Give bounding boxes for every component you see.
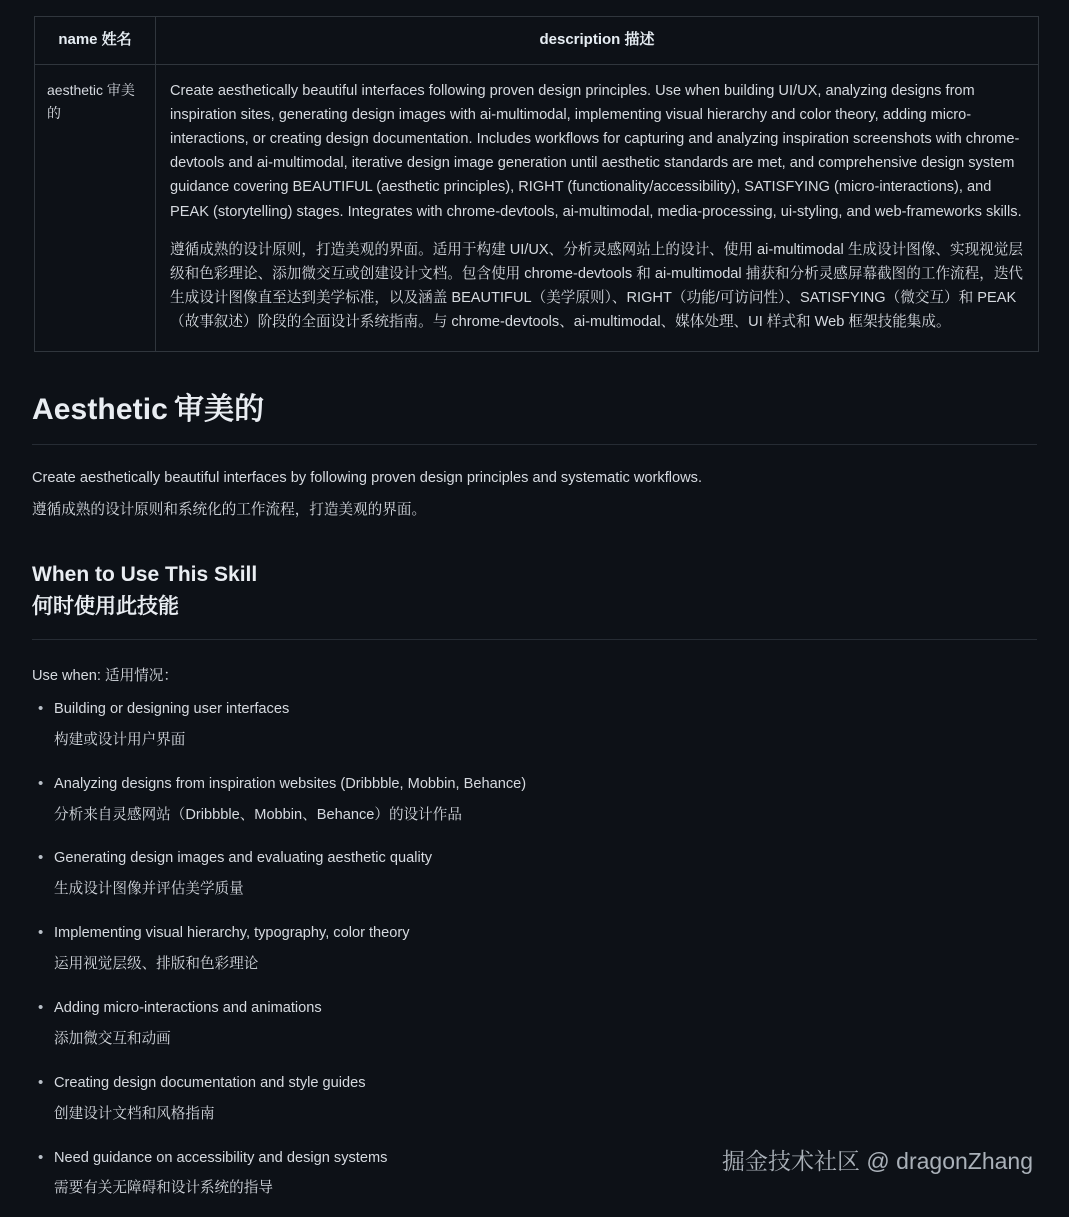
section-heading-when-to-use <box>32 560 1037 623</box>
list-item-chinese: 构建或设计用户界面 <box>54 731 186 748</box>
list-item-english: Need guidance on accessibility and design systems <box>54 1149 388 1166</box>
list-item-chinese: 创建设计文档和风格指南 <box>54 1105 215 1122</box>
cell-skill-name: aesthetic 审美的 <box>35 64 156 351</box>
page-title <box>32 384 1037 445</box>
cell-skill-description <box>156 64 1039 351</box>
watermark: 掘金技术社区 @ dragonZhang <box>722 1148 1033 1175</box>
section-heading-english: When to Use This Skill <box>32 562 258 586</box>
list-item-english: Analyzing designs from inspiration websites (Dribbble, Mobbin, Behance) <box>54 775 527 792</box>
description-chinese: 遵循成熟的设计原则，打造美观的界面。适用于构建 UI/UX、分析灵感网站上的设计、使用 ai-multimodal 生成设计图像、实现视觉层级和色彩理论、添加微交互或创建设计文档。包含使用 chrome-devtools 和 ai-multimodal 捕获和分析灵感屏幕截图的工作流程，迭代生成设计图像直至达到美学标准，以及涵盖 BEAUTIFUL（美学原则）、RIGHT（功能/可访问性）、SATISFYING（微交互）和 PEAK（故事叙述）阶段的全面设计系统指南。与 chrome-devtools、ai-multimodal、媒体处理、UI 样式和 Web 框架技能集成。 <box>170 241 1024 331</box>
list-item <box>54 848 1037 901</box>
section-heading-chinese: 何时使用此技能 <box>32 595 179 619</box>
column-header-name: name 姓名 <box>35 17 156 65</box>
list-item <box>54 998 1037 1051</box>
list-item <box>54 774 1037 827</box>
list-item-chinese: 需要有关无障碍和设计系统的指导 <box>54 1180 273 1197</box>
list-item <box>54 1073 1037 1126</box>
list-item-chinese: 分析来自灵感网站（Dribbble、Mobbin、Behance）的设计作品 <box>54 806 462 823</box>
list-item-english: Building or designing user interfaces <box>54 700 290 717</box>
table-row <box>35 64 1039 351</box>
list-item-english: Implementing visual hierarchy, typography, color theory <box>54 925 410 942</box>
intro-chinese: 遵循成熟的设计原则和系统化的工作流程，打造美观的界面。 <box>32 502 427 519</box>
intro-paragraph <box>32 467 1037 523</box>
page-title-english: Aesthetic <box>32 392 168 426</box>
list-item-chinese: 生成设计图像并评估美学质量 <box>54 881 244 898</box>
list-item-english: Generating design images and evaluating aesthetic quality <box>54 850 433 867</box>
skill-frontmatter-table <box>34 16 1039 352</box>
section-divider <box>32 639 1037 640</box>
list-item-chinese: 添加微交互和动画 <box>54 1030 171 1047</box>
list-item-english: Adding micro-interactions and animations <box>54 999 322 1016</box>
list-item-chinese: 运用视觉层级、排版和色彩理论 <box>54 956 259 973</box>
intro-english: Create aesthetically beautiful interfaces by following proven design principles and systematic workflows. <box>32 469 703 486</box>
description-english: Create aesthetically beautiful interfaces following proven design principles. Use when building UI/UX, analyzing designs from inspiration sites, generating design images with ai-multimodal, implementing visual hierarchy and color theory, adding micro-interactions, or creating design documentation. Includes workflows for capturing and analyzing inspiration screenshots with chrome-devtools and ai-multimodal, iterative design image generation until aesthetic standards are met, and comprehensive design system guidance covering BEAUTIFUL (aesthetic principles), RIGHT (functionality/accessibility), SATISFYING (micro-interactions), and PEAK (storytelling) stages. Integrates with chrome-devtools, ai-multimodal, media-processing, ui-styling, and web-frameworks skills. <box>170 82 1022 220</box>
table-header-row <box>35 17 1039 65</box>
list-item <box>54 699 1037 752</box>
use-when-label: Use when: 适用情况： <box>32 667 178 684</box>
page-title-chinese: 审美的 <box>173 392 265 426</box>
list-item <box>54 923 1037 976</box>
list-item-english: Creating design documentation and style guides <box>54 1074 366 1091</box>
use-cases-list <box>32 699 1037 1200</box>
column-header-description: description 描述 <box>156 17 1039 65</box>
